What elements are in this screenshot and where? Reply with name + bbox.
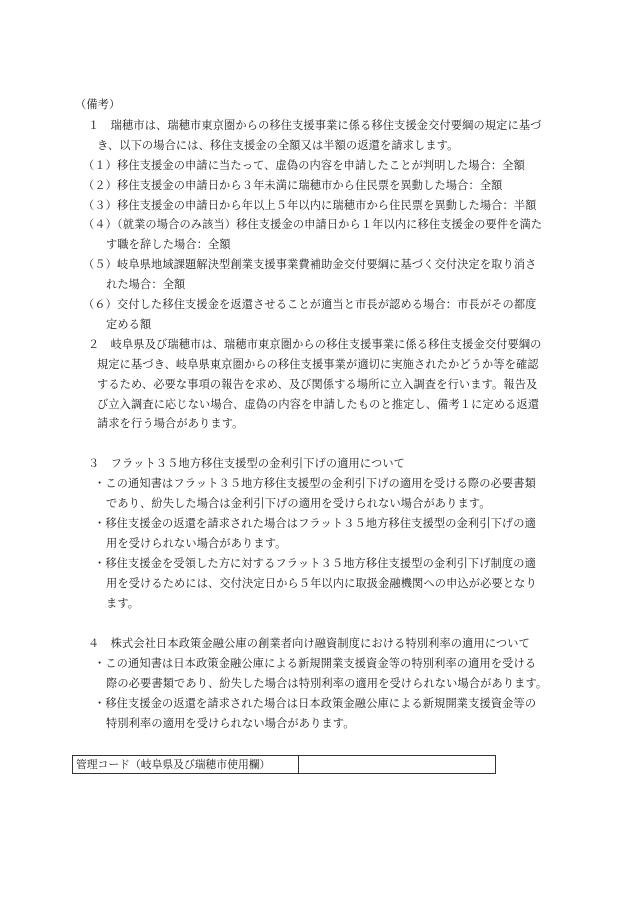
note1-item-4-cont: す職を辞した場合：全額	[106, 238, 231, 251]
note1-item-6: （６）交付した移住支援金を返還させることが適当と市長が認める場合：市長がその都度	[83, 298, 537, 311]
section4-bullet-1-cont: 際の必要書類であり、紛失した場合は特別利率の適用を受けられない場合があります。	[106, 677, 548, 690]
section3-bullet-3-cont2: ます。	[106, 597, 140, 610]
note1-item-2: （２）移住支援金の申請日から３年未満に瑞穂市から住民票を異動した場合：全額	[83, 179, 503, 192]
note1-item-6-cont: 定める額	[106, 318, 152, 331]
section4-bullet-1: ・この通知書は日本政策金融公庫による新規開業支援資金等の特別利率の適用を受ける	[94, 657, 537, 670]
note2-line-3: するため、必要な事項の報告を求め、及び関係する場所に立入調査を行います。報告及	[97, 378, 538, 391]
note1-line-1: １ 瑞穂市は、瑞穂市東京圏からの移住支援事業に係る移住支援金交付要綱の規定に基づ	[88, 119, 542, 132]
section3-bullet-1-cont: であり、紛失した場合は金利引下げの適用を受けられない場合があります。	[106, 497, 491, 510]
section3-bullet-2-cont: 用を受けられない場合があります。	[106, 537, 287, 550]
note1-item-1: （１）移住支援金の申請に当たって、虚偽の内容を申請したことが判明した場合：全額	[83, 159, 525, 172]
note1-line-2: き、以下の場合には、移住支援金の全額又は半額の返還を請求します。	[97, 139, 459, 152]
section3-bullet-2: ・移住支援金の返還を請求された場合はフラット３５地方移住支援型の金利引下げの適	[94, 517, 536, 530]
section4-bullet-2-cont: 特別利率の適用を受けられない場合があります。	[106, 717, 355, 730]
note2-line-4: び立入調査に応じない場合、虚偽の内容を申請したものと推定し、備考１に定める返還	[97, 398, 540, 411]
remarks-heading: （備考）	[75, 98, 121, 111]
note1-item-4: （４）（就業の場合のみ該当）移住支援金の申請日から１年以内に移住支援金の要件を満た	[83, 218, 543, 231]
note1-item-5-cont: れた場合：全額	[106, 278, 186, 291]
section4-bullet-2: ・移住支援金の返還を請求された場合は日本政策金融公庫による新規開業支援資金等の	[94, 697, 537, 710]
section3-heading: ３ フラット３５地方移住支援型の金利引下げの適用について	[88, 457, 406, 470]
management-code-table	[72, 755, 496, 774]
section3-bullet-1: ・この通知書はフラット３５地方移住支援型の金利引下げの適用を受ける際の必要書類	[94, 477, 536, 490]
section3-bullet-3: ・移住支援金を受領した方に対するフラット３５地方移住支援型の金利引下げ制度の適	[94, 557, 536, 570]
management-code-value[interactable]	[299, 756, 495, 773]
section3-bullet-3-cont: 用を受けるためには、交付決定日から５年以内に取扱金融機関への申込が必要となり	[106, 577, 537, 590]
note1-item-3: （３）移住支援金の申請日から年以上５年以内に瑞穂市から住民票を異動した場合：半額	[83, 199, 537, 212]
note2-line-5: 請求を行う場合があります。	[97, 417, 244, 430]
note2-line-2: 規定に基づき、岐阜県東京圏からの移住支援事業が適切に実施されたかどうか等を確認	[97, 358, 539, 371]
note2-line-1: ２ 岐阜県及び瑞穂市は、瑞穂市東京圏からの移住支援事業に係る移住支援金交付要綱の	[88, 338, 542, 351]
note1-item-5: （５）岐阜県地域課題解決型創業支援事業費補助金交付要綱に基づく交付決定を取り消さ	[83, 258, 537, 271]
management-code-label: 管理コード（岐阜県及び瑞穂市使用欄）	[73, 756, 299, 773]
section4-heading: ４ 株式会社日本政策金融公庫の創業者向け融資制度における特別利率の適用について	[88, 637, 530, 650]
